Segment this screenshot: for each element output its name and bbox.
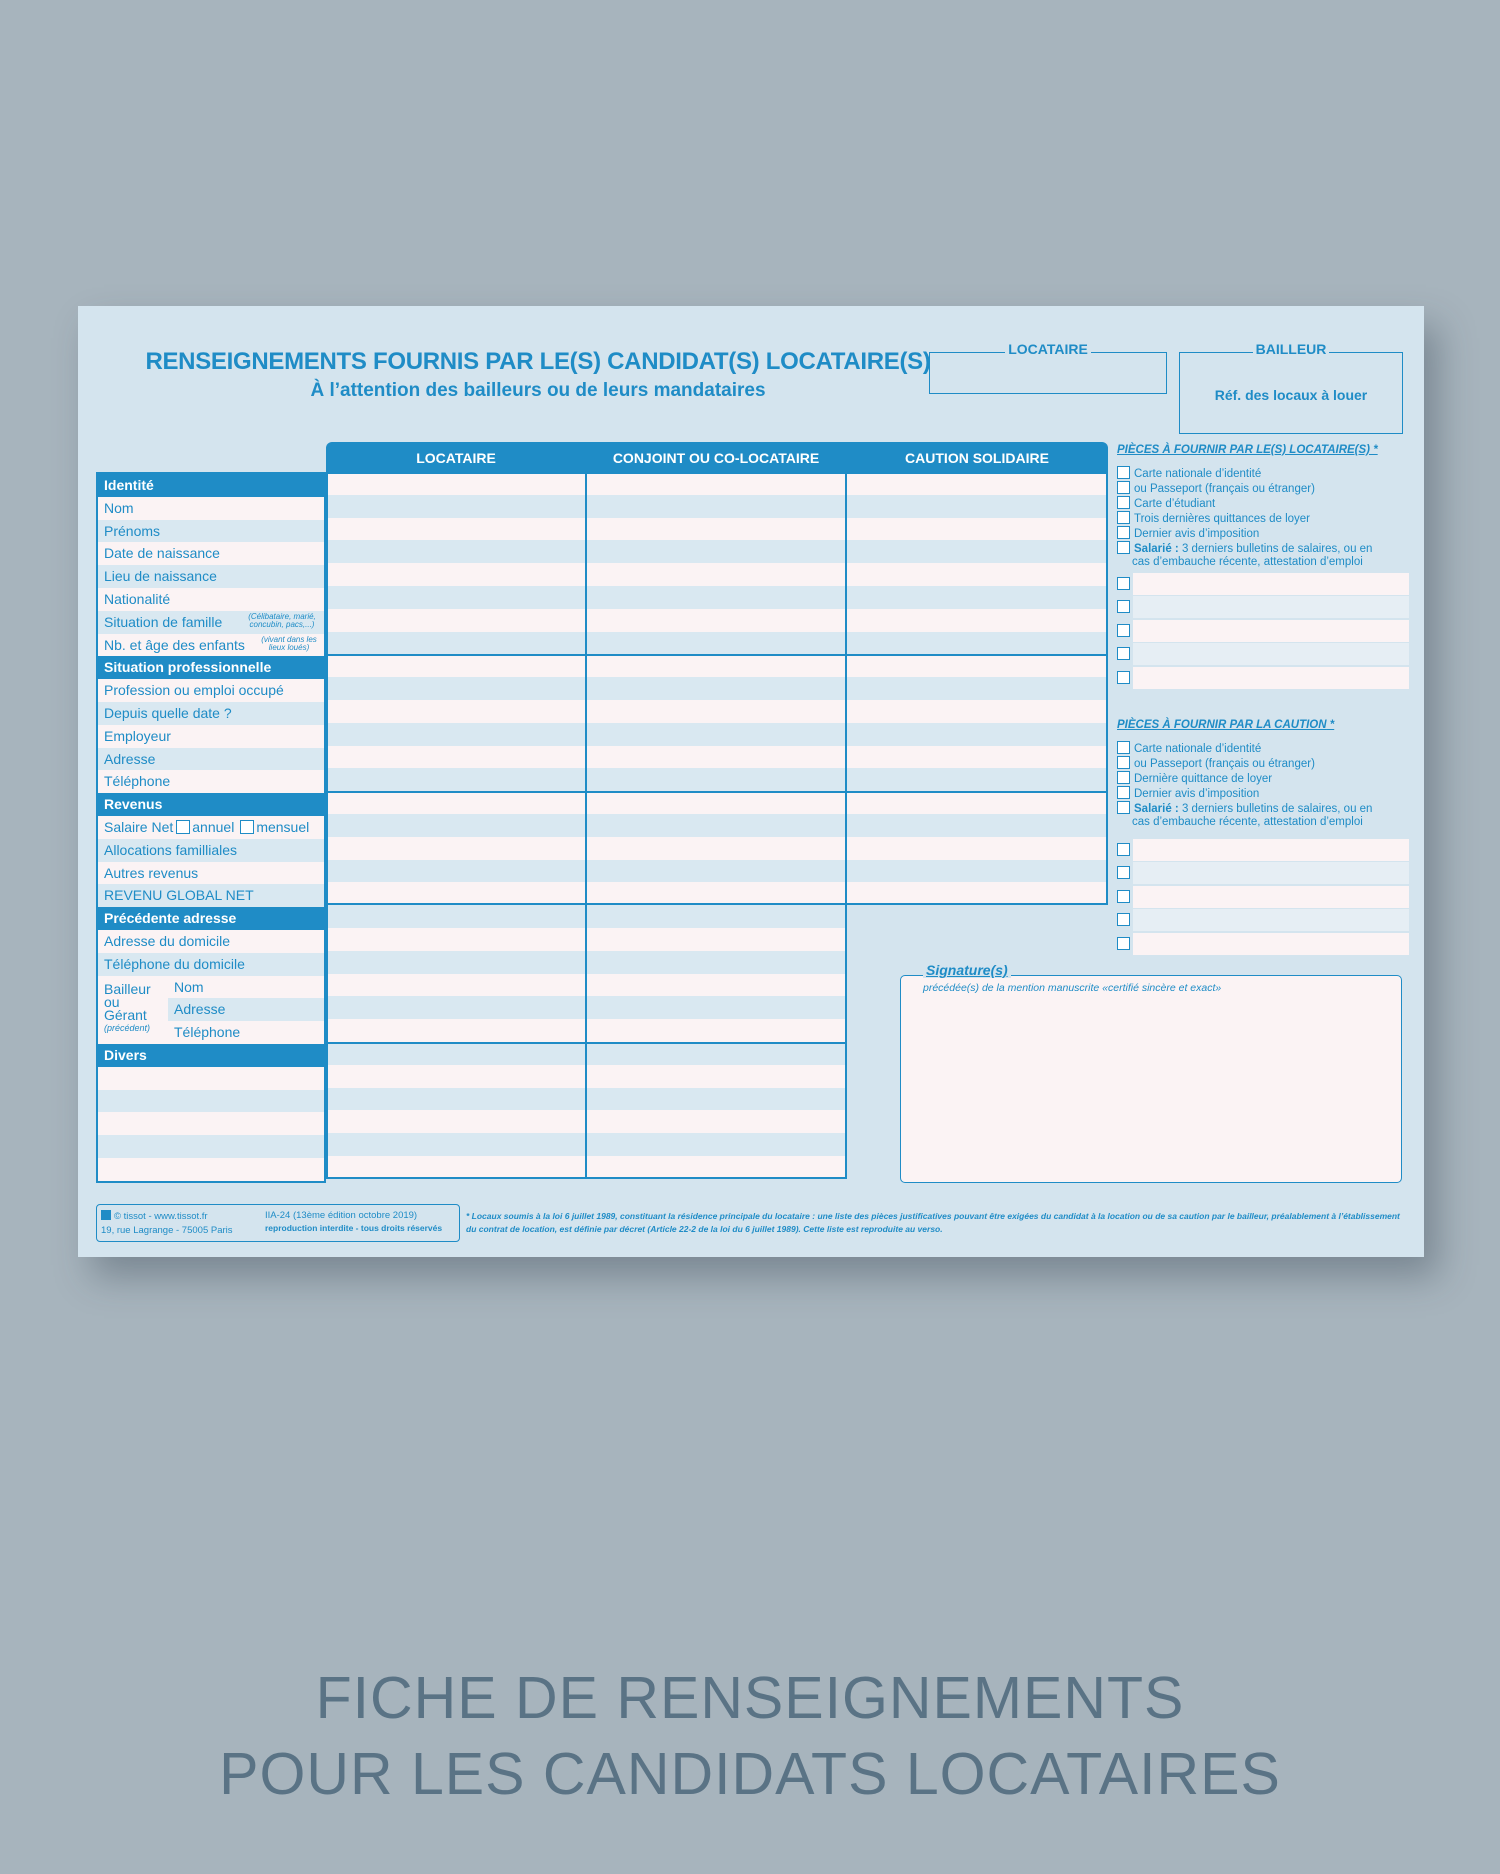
pieces-locataire-star: *: [1370, 444, 1378, 456]
piece-label: ou Passeport (français ou étranger): [1134, 483, 1315, 495]
table-row[interactable]: [326, 563, 1108, 586]
table-row[interactable]: [326, 518, 1108, 541]
bailleur-label-line1: Bailleur: [104, 980, 151, 997]
salarie-text-2: cas d’embauche récente, attestation d’emploi: [1132, 816, 1363, 828]
enfants-note: (vivant dans les lieux loués): [261, 634, 317, 652]
row-labels: [96, 472, 326, 1183]
grid-line: [326, 654, 1108, 656]
row-prenoms: Prénoms: [98, 520, 324, 543]
bailleur-box-label: BAILLEUR: [1253, 341, 1330, 357]
piece-extra-line[interactable]: [1117, 933, 1409, 955]
checkbox[interactable]: [1117, 771, 1130, 784]
grid-line: [326, 1177, 847, 1179]
signature-box[interactable]: [900, 962, 1402, 1183]
piece-extra-line[interactable]: [1117, 596, 1409, 618]
row-adresse: Adresse: [98, 748, 324, 771]
section-divers: Divers: [98, 1044, 324, 1067]
table-row[interactable]: [326, 677, 1108, 700]
piece-label: Dernier avis d’imposition: [1134, 528, 1260, 540]
checkbox[interactable]: [1117, 541, 1130, 554]
row-revenu-global: REVENU GLOBAL NET: [98, 884, 324, 907]
section-situation-pro: Situation professionnelle: [98, 656, 324, 679]
row-salaire: [98, 816, 324, 839]
row-allocations: Allocations familliales: [98, 839, 324, 862]
piece-item[interactable]: [1117, 466, 1409, 481]
table-row[interactable]: [326, 814, 1108, 837]
table-row[interactable]: [326, 837, 1108, 860]
checkbox[interactable]: [1117, 647, 1130, 660]
footer-ref: IIA-24 (13ème édition octobre 2019): [265, 1210, 418, 1221]
caption: [0, 1660, 1500, 1812]
table-row[interactable]: [326, 882, 1108, 905]
pieces-caution-title-text: PIÈCES À FOURNIR PAR LA CAUTION: [1117, 719, 1327, 731]
row-lieu-naissance: Lieu de naissance: [98, 565, 324, 588]
checkbox[interactable]: [1117, 786, 1130, 799]
bailleur-group: [98, 976, 324, 1044]
piece-extra-field[interactable]: [1133, 862, 1409, 884]
piece-label: Carte nationale d’identité: [1134, 743, 1262, 755]
piece-label: Dernière quittance de loyer: [1134, 773, 1273, 785]
piece-item[interactable]: [1117, 526, 1409, 541]
checkbox[interactable]: [1117, 600, 1130, 613]
piece-item[interactable]: [1117, 511, 1409, 526]
pieces-caution-star: *: [1326, 719, 1335, 731]
situation-famille-label: Situation de famille: [104, 613, 223, 630]
row-adresse-domicile: Adresse du domicile: [104, 932, 231, 949]
grid-line: [326, 1042, 847, 1044]
table-row[interactable]: [326, 791, 1108, 814]
salaire-label: Salaire Net: [104, 818, 174, 835]
pieces-locataire-title: [1117, 444, 1378, 456]
divers-line[interactable]: [98, 1112, 324, 1135]
mensuel-checkbox[interactable]: [240, 820, 254, 834]
salarie-bold: Salarié :: [1134, 543, 1179, 555]
section-revenus: Revenus: [98, 793, 324, 816]
grid-line: [326, 791, 1108, 793]
row-date-naissance: Date de naissance: [104, 545, 220, 562]
checkbox[interactable]: [1117, 866, 1130, 879]
checkbox[interactable]: [1117, 741, 1130, 754]
bailleur-label-line2: ou: [104, 993, 120, 1010]
row-situation-famille: [98, 611, 324, 634]
checkbox[interactable]: [1117, 937, 1130, 950]
checkbox[interactable]: [1117, 671, 1130, 684]
form-sheet: [78, 306, 1424, 1257]
row-bailleur-telephone: Téléphone: [174, 1024, 241, 1041]
footer-box: [96, 1204, 460, 1242]
situation-famille-note: (Célibataire, marié, concubin, pacs,...): [248, 611, 316, 629]
piece-extra-line[interactable]: [1117, 573, 1409, 595]
signature-mention: précédée(s) de la mention manuscrite «certifié sincère et exact»: [923, 982, 1222, 994]
divers-line[interactable]: [98, 1067, 324, 1090]
piece-extra-field[interactable]: [1133, 839, 1409, 861]
locataire-box[interactable]: [929, 341, 1167, 394]
tissot-logo-icon: [101, 1210, 111, 1220]
annuel-checkbox[interactable]: [176, 820, 190, 834]
piece-item[interactable]: [1117, 771, 1409, 786]
checkbox[interactable]: [1117, 496, 1130, 509]
piece-extra-line[interactable]: [1117, 620, 1409, 642]
piece-extra-line[interactable]: [1117, 839, 1409, 861]
piece-extra-field[interactable]: [1133, 667, 1409, 689]
piece-extra-line[interactable]: [1117, 886, 1409, 908]
row-nationalite: Nationalité: [104, 590, 171, 607]
piece-item-salarie[interactable]: [1117, 801, 1409, 829]
piece-item-salarie[interactable]: [1117, 541, 1409, 569]
bailleur-label-line3: Gérant: [104, 1006, 147, 1023]
piece-extra-field[interactable]: [1133, 573, 1409, 595]
piece-label: ou Passeport (français ou étranger): [1134, 758, 1315, 770]
bailleur-gerant-label: [104, 980, 151, 1035]
section-identite: Identité: [98, 474, 324, 497]
table-row[interactable]: [326, 472, 1108, 495]
checkbox[interactable]: [1117, 624, 1130, 637]
column-header-caution: CAUTION SOLIDAIRE: [905, 450, 1049, 466]
piece-item[interactable]: [1117, 481, 1409, 496]
row-tel-domicile: Téléphone du domicile: [98, 953, 324, 976]
grid-line: [326, 472, 328, 1179]
bailleur-ref-label: Réf. des locaux à louer: [1209, 387, 1374, 403]
table-row[interactable]: [326, 768, 1108, 791]
footer-brand-text: © tissot - www.tissot.fr: [114, 1211, 208, 1222]
piece-extra-field[interactable]: [1133, 886, 1409, 908]
row-telephone: Téléphone: [104, 773, 171, 790]
grid-line: [1106, 472, 1108, 905]
section-precedente-adresse: Précédente adresse: [98, 907, 324, 930]
piece-label: Carte nationale d’identité: [1134, 468, 1262, 480]
table-row[interactable]: [326, 586, 1108, 609]
piece-extra-field[interactable]: [1133, 933, 1409, 955]
row-autres-revenus: Autres revenus: [104, 864, 199, 881]
row-enfants: [98, 634, 324, 657]
piece-extra-field[interactable]: [1133, 620, 1409, 642]
pieces-locataire-title-text: PIÈCES À FOURNIR PAR LE(S) LOCATAIRE(S): [1117, 444, 1370, 456]
salarie-text-2: cas d’embauche récente, attestation d’emploi: [1132, 556, 1363, 568]
grid-line: [585, 472, 587, 1179]
form-subtitle: À l’attention des bailleurs ou de leurs mandataires: [310, 380, 766, 401]
divers-line[interactable]: [98, 1158, 324, 1181]
piece-extra-field[interactable]: [1133, 909, 1409, 931]
piece-extra-field[interactable]: [1133, 596, 1409, 618]
piece-item[interactable]: [1117, 496, 1409, 511]
checkbox[interactable]: [1117, 481, 1130, 494]
footnote: * Locaux soumis à la loi 6 juillet 1989, constituant la résidence principale du locataire : une liste des pièces justificatives pouvant être exigées du candidat à la location ou de sa caution par le bailleur, préalablement à l’établissement du contrat de location, est définie par décret (Article 22-2 de la loi du 6 juillet 1989). Cette liste est reproduite au verso.: [466, 1211, 1400, 1234]
footer-rights: reproduction interdite - tous droits réservés: [265, 1223, 443, 1233]
mensuel-label: mensuel: [256, 818, 310, 835]
table-header: [326, 442, 1108, 472]
piece-label: Trois dernières quittances de loyer: [1134, 513, 1310, 525]
piece-item[interactable]: [1117, 756, 1409, 771]
checkbox[interactable]: [1117, 511, 1130, 524]
piece-item[interactable]: [1117, 741, 1409, 756]
column-header-locataire: LOCATAIRE: [416, 450, 496, 466]
checkbox[interactable]: [1117, 843, 1130, 856]
bailleur-label-line4: (précédent): [104, 1022, 151, 1033]
table-row[interactable]: [326, 495, 1108, 518]
pieces-caution-title: [1117, 719, 1334, 731]
checkbox[interactable]: [1117, 466, 1130, 479]
checkbox[interactable]: [1117, 577, 1130, 590]
piece-extra-field[interactable]: [1133, 643, 1409, 665]
annuel-label: annuel: [192, 818, 235, 835]
footer-brand: [101, 1210, 208, 1222]
table-row[interactable]: [326, 540, 1108, 563]
salarie-text: 3 derniers bulletins de salaires, ou en: [1178, 543, 1373, 555]
footer-address: 19, rue Lagrange - 75005 Paris: [101, 1225, 233, 1236]
piece-extra-line[interactable]: [1117, 667, 1409, 689]
salarie-bold: Salarié :: [1134, 803, 1179, 815]
checkbox[interactable]: [1117, 801, 1130, 814]
row-bailleur-nom: Nom: [174, 978, 204, 995]
table-row[interactable]: [326, 609, 1108, 632]
checkbox[interactable]: [1117, 913, 1130, 926]
bailleur-box[interactable]: [1179, 341, 1403, 434]
piece-extra-line[interactable]: [1117, 862, 1409, 884]
row-profession: Profession ou emploi occupé: [104, 682, 284, 699]
caption-line-2: POUR LES CANDIDATS LOCATAIRES: [219, 1741, 1281, 1807]
checkbox[interactable]: [1117, 526, 1130, 539]
checkbox[interactable]: [1117, 890, 1130, 903]
table-row[interactable]: [326, 632, 1108, 655]
table-row[interactable]: [326, 746, 1108, 769]
row-depuis: Depuis quelle date ?: [98, 702, 324, 725]
piece-label: Dernier avis d’imposition: [1134, 788, 1260, 800]
divers-line[interactable]: [98, 1135, 324, 1158]
salarie-text: 3 derniers bulletins de salaires, ou en: [1178, 803, 1373, 815]
table-row[interactable]: [326, 654, 1108, 677]
column-header-conjoint: CONJOINT OU CO-LOCATAIRE: [612, 450, 820, 466]
divers-line[interactable]: [98, 1090, 324, 1113]
form-title: RENSEIGNEMENTS FOURNIS PAR LE(S) CANDIDAT(S) LOCATAIRE(S): [145, 348, 931, 375]
grid-line: [845, 472, 847, 1179]
piece-item[interactable]: [1117, 786, 1409, 801]
row-nom: Nom: [104, 499, 134, 516]
row-bailleur-adresse: Adresse: [168, 998, 324, 1021]
grid-line: [326, 472, 1108, 474]
locataire-box-label: LOCATAIRE: [1005, 341, 1091, 357]
piece-label: Carte d’étudiant: [1134, 498, 1216, 510]
table-row[interactable]: [326, 723, 1108, 746]
piece-extra-line[interactable]: [1117, 643, 1409, 665]
caption-line-1: FICHE DE RENSEIGNEMENTS: [315, 1665, 1185, 1731]
signature-title: Signature(s): [923, 962, 1011, 978]
table-row[interactable]: [326, 700, 1108, 723]
row-employeur: Employeur: [104, 727, 171, 744]
enfants-label: Nb. et âge des enfants: [104, 636, 245, 653]
grid-line: [326, 903, 1108, 905]
checkbox[interactable]: [1117, 756, 1130, 769]
table-row[interactable]: [326, 860, 1108, 883]
piece-extra-line[interactable]: [1117, 909, 1409, 931]
